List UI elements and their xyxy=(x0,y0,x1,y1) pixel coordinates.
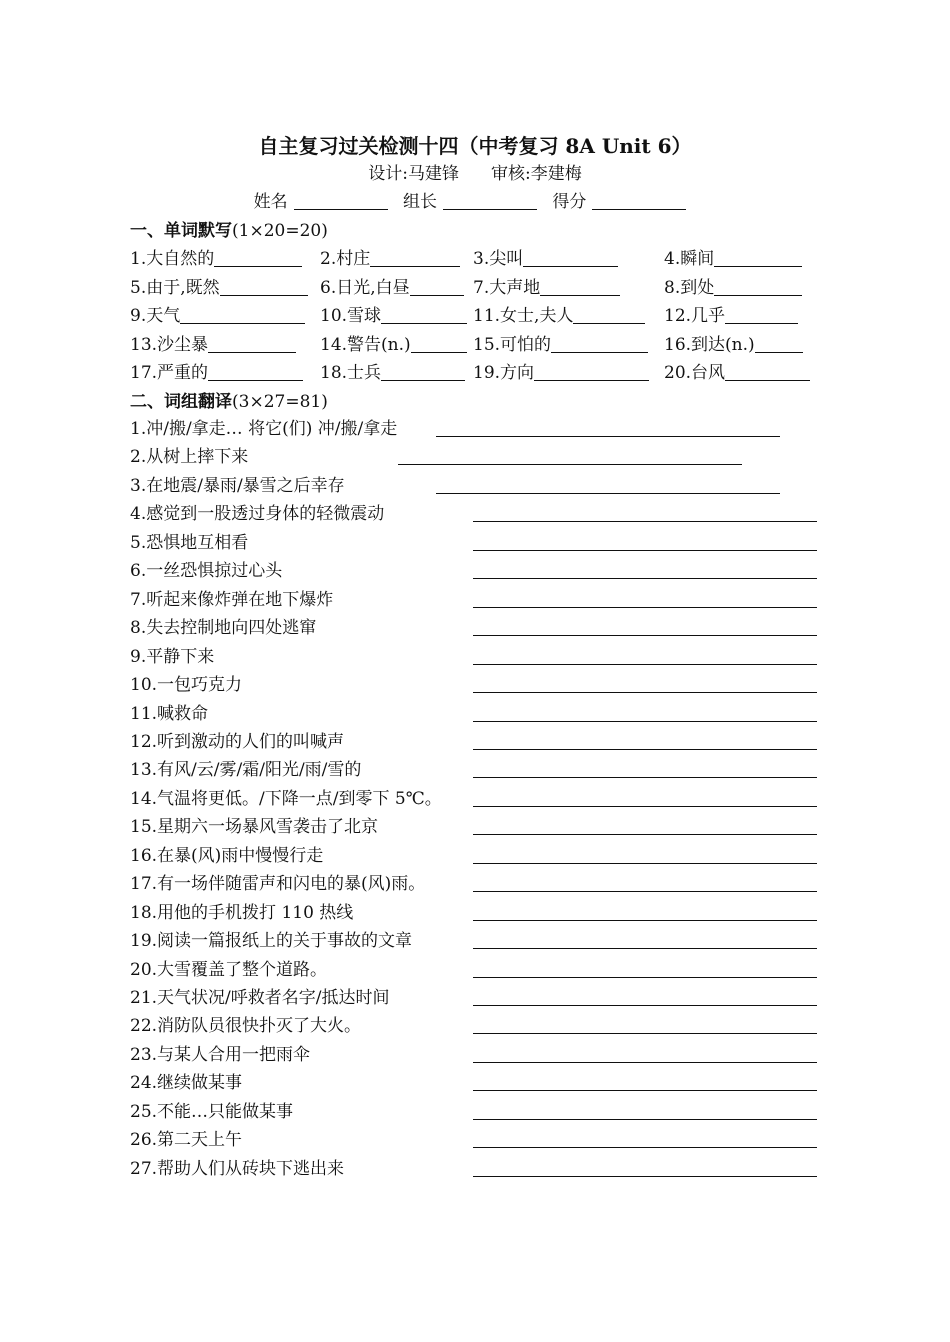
phrase-prompt: 18.用他的手机拨打 110 热线 xyxy=(130,902,354,923)
answer-line[interactable] xyxy=(473,692,817,693)
phrase-item xyxy=(130,672,820,698)
phrase-item xyxy=(130,1013,820,1039)
phrase-prompt: 15.星期六一场暴风雪袭击了北京 xyxy=(130,817,379,838)
answer-blank[interactable] xyxy=(573,305,645,324)
answer-line[interactable] xyxy=(473,834,817,835)
phrase-prompt: 1.冲/搬/拿走… 将它(们) 冲/搬/拿走 xyxy=(130,419,398,439)
vocabulary-prompt: 10.雪球 xyxy=(320,306,382,326)
phrase-item xyxy=(130,814,820,840)
answer-line[interactable] xyxy=(436,436,780,437)
phrase-item xyxy=(130,1042,820,1068)
answer-line[interactable] xyxy=(473,977,817,978)
phrase-prompt: 13.有风/云/雾/霜/阳光/雨/雪的 xyxy=(130,760,362,781)
answer-blank[interactable] xyxy=(714,248,802,267)
phrase-prompt: 26.第二天上午 xyxy=(130,1130,243,1151)
answer-line[interactable] xyxy=(473,550,817,551)
answer-line[interactable] xyxy=(473,920,817,921)
vocabulary-prompt: 4.瞬间 xyxy=(664,249,715,269)
vocabulary-item xyxy=(664,333,803,357)
vocabulary-item xyxy=(130,361,303,385)
section2-score: (3×27=81) xyxy=(232,392,328,412)
phrase-item xyxy=(130,1099,820,1125)
phrase-item xyxy=(130,1127,820,1153)
answer-line[interactable] xyxy=(473,891,817,892)
answer-line[interactable] xyxy=(473,806,817,807)
vocabulary-prompt: 8.到处 xyxy=(664,277,715,298)
phrase-item xyxy=(130,757,820,783)
phrase-prompt: 9.平静下来 xyxy=(130,646,215,667)
credits-line xyxy=(0,162,950,186)
vocabulary-prompt: 1.大自然的 xyxy=(130,249,215,269)
phrase-item xyxy=(130,729,820,755)
phrase-item xyxy=(130,444,820,470)
answer-line[interactable] xyxy=(473,521,817,522)
name-field[interactable] xyxy=(294,191,388,210)
phrase-prompt: 17.有一场伴随雷声和闪电的暴(风)雨。 xyxy=(130,874,426,895)
answer-blank[interactable] xyxy=(180,305,305,324)
phrase-prompt: 7.听起来像炸弹在地下爆炸 xyxy=(130,589,334,610)
section2-heading xyxy=(130,390,328,414)
vocabulary-item xyxy=(130,304,305,328)
vocabulary-item xyxy=(473,276,620,300)
answer-line[interactable] xyxy=(473,721,817,722)
phrase-item xyxy=(130,786,820,812)
answer-line[interactable] xyxy=(473,863,817,864)
answer-blank[interactable] xyxy=(411,334,467,353)
phrase-prompt: 14.气温将更低。/下降一点/到零下 5℃。 xyxy=(130,788,442,809)
answer-line[interactable] xyxy=(473,578,817,579)
phrase-prompt: 3.在地震/暴雨/暴雪之后幸存 xyxy=(130,475,345,496)
answer-line[interactable] xyxy=(473,635,817,636)
answer-blank[interactable] xyxy=(725,362,810,381)
section1-score: (1×20=20) xyxy=(232,221,328,241)
phrase-item xyxy=(130,900,820,926)
vocabulary-prompt: 16.到达(n.) xyxy=(664,334,755,355)
answer-line[interactable] xyxy=(473,1062,817,1063)
vocabulary-item xyxy=(664,247,802,271)
phrase-item xyxy=(130,1070,820,1096)
phrase-prompt: 23.与某人合用一把雨伞 xyxy=(130,1044,311,1065)
phrase-prompt: 4.感觉到一股透过身体的轻微震动 xyxy=(130,504,385,525)
vocabulary-prompt: 5.由于,既然 xyxy=(130,277,220,298)
vocabulary-item xyxy=(320,304,467,328)
phrase-prompt: 5.恐惧地互相看 xyxy=(130,532,249,553)
answer-line[interactable] xyxy=(398,464,742,465)
phrase-item xyxy=(130,501,820,527)
section1-title: 一、单词默写 xyxy=(130,221,232,241)
name-label: 姓名 xyxy=(253,192,288,212)
vocabulary-item xyxy=(473,304,645,328)
vocabulary-prompt: 7.大声地 xyxy=(473,277,541,298)
phrase-item xyxy=(130,615,820,641)
answer-blank[interactable] xyxy=(370,248,460,267)
vocabulary-item xyxy=(664,276,802,300)
score-label: 得分 xyxy=(552,192,587,212)
vocabulary-item xyxy=(473,247,618,271)
group-label: 组长 xyxy=(403,192,437,212)
vocabulary-prompt: 15.可怕的 xyxy=(473,334,552,355)
answer-line[interactable] xyxy=(473,664,817,665)
answer-blank[interactable] xyxy=(551,334,648,353)
phrase-item xyxy=(130,871,820,897)
answer-blank[interactable] xyxy=(534,362,649,381)
phrase-item xyxy=(130,558,820,584)
vocabulary-prompt: 6.日光,白昼 xyxy=(320,277,410,298)
answer-blank[interactable] xyxy=(540,277,620,296)
phrase-prompt: 19.阅读一篇报纸上的关于事故的文章 xyxy=(130,931,413,952)
phrase-prompt: 27.帮助人们从砖块下逃出来 xyxy=(130,1158,345,1179)
answer-line[interactable] xyxy=(473,1119,817,1120)
vocabulary-item xyxy=(320,276,464,300)
answer-line[interactable] xyxy=(473,1005,817,1006)
vocabulary-item xyxy=(130,247,302,271)
answer-blank[interactable] xyxy=(381,362,465,381)
answer-line[interactable] xyxy=(473,1147,817,1148)
phrase-prompt: 2.从树上摔下来 xyxy=(130,447,249,468)
phrase-item xyxy=(130,957,820,983)
phrase-item xyxy=(130,473,820,499)
answer-blank[interactable] xyxy=(714,277,802,296)
score-field[interactable] xyxy=(592,191,686,210)
vocabulary-prompt: 17.严重的 xyxy=(130,363,209,383)
phrase-prompt: 21.天气状况/呼救者名字/抵达时间 xyxy=(130,988,390,1008)
answer-blank[interactable] xyxy=(220,277,308,296)
phrase-prompt: 20.大雪覆盖了整个道路。 xyxy=(130,959,328,980)
vocabulary-item xyxy=(664,304,798,328)
phrase-item xyxy=(130,928,820,954)
answer-line[interactable] xyxy=(473,1090,817,1091)
phrase-item xyxy=(130,985,820,1011)
answer-line[interactable] xyxy=(473,948,817,949)
vocabulary-prompt: 14.警告(n.) xyxy=(320,334,411,355)
vocabulary-prompt: 13.沙尘暴 xyxy=(130,334,209,355)
phrase-item xyxy=(130,843,820,869)
vocabulary-item xyxy=(320,247,460,271)
answer-blank[interactable] xyxy=(381,305,467,324)
answer-line[interactable] xyxy=(473,749,817,750)
answer-blank[interactable] xyxy=(208,362,303,381)
phrase-prompt: 24.继续做某事 xyxy=(130,1073,243,1094)
vocabulary-prompt: 20.台风 xyxy=(664,363,726,383)
student-info-line xyxy=(0,190,950,214)
phrase-item xyxy=(130,530,820,556)
phrase-item xyxy=(130,1156,820,1182)
answer-blank[interactable] xyxy=(755,334,803,353)
answer-line[interactable] xyxy=(473,777,817,778)
vocabulary-prompt: 11.女士,夫人 xyxy=(473,306,574,326)
phrase-prompt: 16.在暴(风)雨中慢慢行走 xyxy=(130,845,324,866)
answer-blank[interactable] xyxy=(523,248,618,267)
vocabulary-item xyxy=(320,333,467,357)
phrase-prompt: 10.一包巧克力 xyxy=(130,675,243,696)
answer-blank[interactable] xyxy=(410,277,464,296)
designer-credit: 设计:马建锋 xyxy=(368,164,459,184)
answer-blank[interactable] xyxy=(208,334,296,353)
vocabulary-prompt: 2.村庄 xyxy=(320,249,371,269)
vocabulary-prompt: 9.天气 xyxy=(130,306,181,326)
phrase-item xyxy=(130,416,820,442)
answer-blank[interactable] xyxy=(214,248,302,267)
answer-line[interactable] xyxy=(473,1033,817,1034)
group-field[interactable] xyxy=(443,191,537,210)
phrase-item xyxy=(130,701,820,727)
section2-title: 二、词组翻译 xyxy=(130,392,232,412)
phrase-item xyxy=(130,644,820,670)
vocabulary-item xyxy=(130,276,308,300)
vocabulary-prompt: 18.士兵 xyxy=(320,363,382,383)
page-title: 自主复习过关检测十四（中考复习 8A Unit 6） xyxy=(258,134,692,158)
answer-line[interactable] xyxy=(473,607,817,608)
reviewer-credit: 审核:李建梅 xyxy=(491,164,582,184)
phrase-prompt: 6.一丝恐惧掠过心头 xyxy=(130,561,283,582)
phrase-prompt: 25.不能…只能做某事 xyxy=(130,1101,294,1122)
vocabulary-prompt: 3.尖叫 xyxy=(473,249,524,269)
vocabulary-item xyxy=(664,361,810,385)
vocabulary-item xyxy=(130,333,296,357)
vocabulary-item xyxy=(473,333,648,357)
vocabulary-prompt: 19.方向 xyxy=(473,363,535,383)
phrase-prompt: 11.喊救命 xyxy=(130,703,209,724)
answer-line[interactable] xyxy=(473,1176,817,1177)
answer-line[interactable] xyxy=(436,493,780,494)
answer-blank[interactable] xyxy=(725,305,798,324)
vocabulary-item xyxy=(320,361,465,385)
vocabulary-prompt: 12.几乎 xyxy=(664,306,726,326)
section1-heading xyxy=(130,219,328,243)
phrase-prompt: 22.消防队员很快扑灭了大火。 xyxy=(130,1016,362,1037)
phrase-prompt: 8.失去控制地向四处逃窜 xyxy=(130,618,317,639)
phrase-prompt: 12.听到激动的人们的叫喊声 xyxy=(130,731,345,752)
phrase-item xyxy=(130,587,820,613)
vocabulary-item xyxy=(473,361,649,385)
